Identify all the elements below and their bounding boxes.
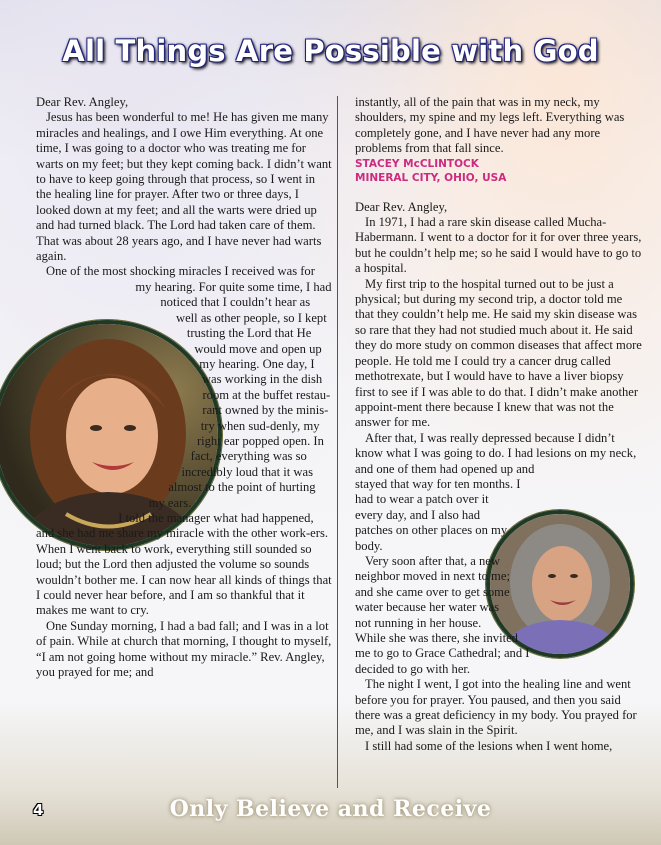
paragraph: Jesus has been wonderful to me! He has given me many miracles and healings, and I owe Him everything. At one time, I was going to a doctor who was treating me for warts on my feet; but they kept coming back. I didn’t want to have to keep going through that process, so I went in the healing line for prayer. After two or three days, I looked down at my feet; and all the warts were dried up and had turned black. The Lord had taken care of them. That was about 28 years ago, and I have never had warts again.	[36, 110, 332, 264]
paragraph: instantly, all of the pain that was in my neck, my shoulders, my spine and my legs left. Everything was completely gone, and I have never had any more problems from that fall since.	[355, 95, 625, 156]
salutation: Dear Rev. Angley,	[355, 199, 448, 214]
page-title: All Things Are Possible with God	[62, 34, 599, 68]
signature-location: MINERAL CITY, OHIO, USA	[355, 171, 507, 184]
paragraph: I still had some of the lesions when I went home,	[365, 738, 613, 753]
signature-name: STACEY McCLINTOCK	[355, 157, 479, 170]
page-number: 4	[33, 801, 44, 819]
paragraph: My first trip to the hospital turned out to be just a physical; but during my second trip, a doctor told me that they couldn’t help me. He said my skin disease was so rare that they had not studied much about it. He said they do more study on common diseases that affect more people. He told me I could try a cancer drug called methotrexate, but I would have to have a liver biopsy first to see if I was able to do that. I didn’t make another appoint-ment there because I knew that was not the answer for me.	[355, 276, 642, 430]
footer-tagline: Only Believe and Receive	[169, 796, 492, 822]
paragraph: After that, I was really depressed because I didn’t know what I was going to do. I had lesions on my neck, and one of them had opened up and stayed that way for ten months. I had to wear a patch over it every day, and I also had patches on other places on my body.	[355, 430, 637, 553]
paragraph: In 1971, I had a rare skin disease called Mucha-Habermann. I went to a doctor for it for over three years, but he couldn’t help me; so he said I would have to go to a hospital.	[355, 215, 642, 276]
paragraph: Very soon after that, a new neighbor moved in next to me; and she came over to get some water because her water was not running in her house. While she was there, she invited me to go to Grace Cathedral; and I decided to go with her.	[355, 553, 530, 676]
paragraph: The night I went, I got into the healing line and went before you for prayer. You paused, and then you said there was a great deficiency in my body. You prayed for me, and I was slain in the Spirit.	[355, 677, 637, 738]
paragraph: I told the manager what had happened, and she had me share my miracle with the other work-ers. When I went back to work, everything still sounded so loud; but the Lord then adjusted the volume so sounds wouldn’t bother me. I can now hear all kinds of things that I could never hear before, and I am so thankful that it makes me want to cry.	[36, 510, 332, 618]
paragraph: One of the most shocking miracles I received was for my hearing. For quite some time, I had noticed that I couldn’t hear as well as other people, so I kept trusting the Lord that He would move and open up my hearing. One day, I was working in the dish room at the buffet restau-rant owned by the minis-try when sud-denly, my right ear popped open. In fact, everything was so incredibly loud that it was almost to the point of hurting my ears.	[46, 264, 332, 510]
left-column	[36, 95, 332, 680]
paragraph: One Sunday morning, I had a bad fall; and I was in a lot of pain. While at church that morning, I thought to myself, “I am not going home without my miracle.” Rev. Angley, you prayed for me; and	[36, 618, 332, 680]
salutation: Dear Rev. Angley,	[36, 95, 129, 109]
right-column	[355, 95, 643, 754]
column-divider	[337, 96, 338, 788]
